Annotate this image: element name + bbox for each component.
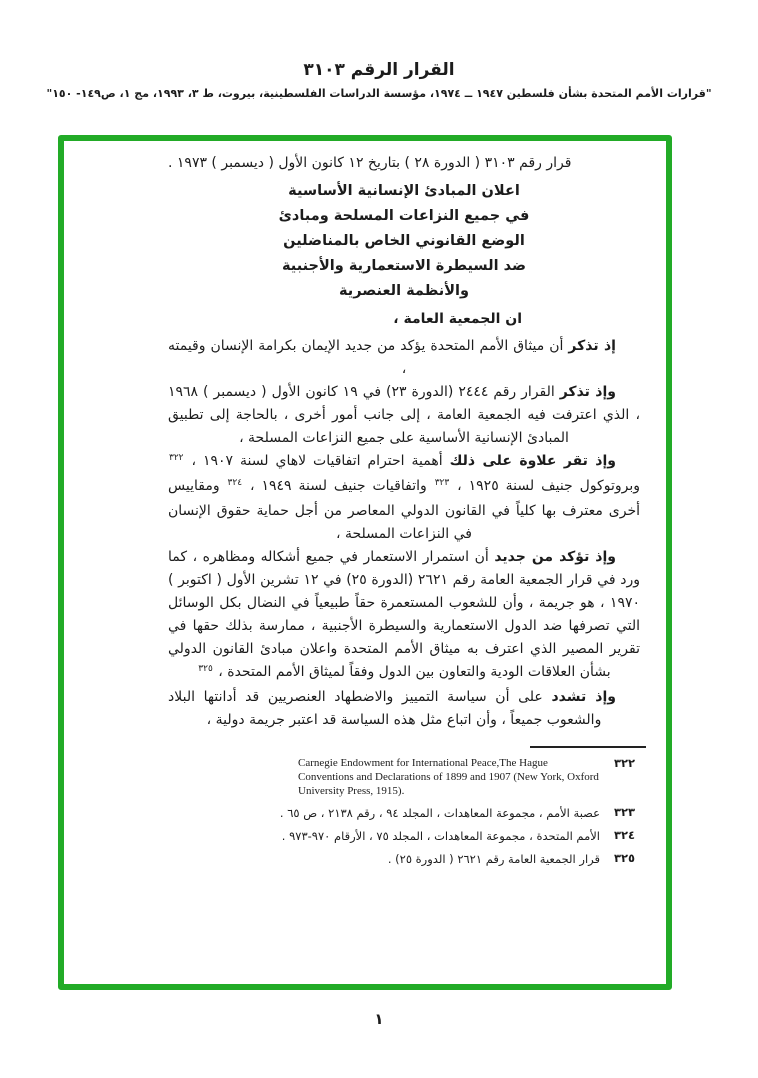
- page-header: [29, 60, 729, 100]
- footnote-row: [168, 805, 640, 821]
- footnote-text: قرار الجمعية العامة رقم ٢٦٢١ ( الدورة ٢٥) .: [387, 852, 600, 866]
- paragraph-text: القرار رقم ٢٤٤٤ (الدورة ٢٣) في ١٩ كانون الأول ( ديسمبر ) ١٩٦٨ ، الذي اعترفت فيه الجمعية العامة ، إلى جانب أمور أخرى ، بالحاجة إلى تطبيق المبادئ الإنسانية الأساسية على جميع النزاعات المسلحة ،: [168, 384, 640, 446]
- footnote-reference: ٣٢٥: [198, 664, 213, 674]
- footnote-number: ٣٢٤: [614, 828, 636, 842]
- footnote-number: ٣٢٣: [614, 805, 636, 819]
- preamble-paragraph: [168, 335, 640, 381]
- paragraph-text: وبروتوكول جنيف لسنة ١٩٢٥ ،: [450, 478, 640, 494]
- paragraph-lead: وإذ تؤكد من جديد: [494, 549, 616, 565]
- paragraph-lead: وإذ تشدد: [551, 689, 616, 705]
- paragraph-lead: إذ تذكر: [568, 338, 616, 354]
- resolution-title-line: الوضع القانوني الخاص بالمناضلين: [283, 233, 525, 249]
- footnote-row: [168, 756, 640, 798]
- paragraph-lead: وإذ تذكر: [559, 384, 616, 400]
- preamble-paragraph: [168, 546, 640, 686]
- preamble-paragraph: [168, 450, 640, 546]
- resolution-title-line: في جميع النزاعات المسلحة ومبادئ: [278, 208, 530, 224]
- footnote-reference: ٣٢٢: [169, 453, 184, 463]
- paragraph-text: أن استمرار الاستعمار في جميع أشكاله ومظاهره ، كما ورد في قرار الجمعية العامة رقم ٢٦٢١ (الدورة ٢٥) في ١٢ تشرين الأول ( اكتوبر ) ١٩٧٠ ، هو جريمة ، وأن للشعوب المستعمرة حقاً طبيعياً في النضال بكل الوسائل التي تصرفها ضد الدول الاستعمارية والسيطرة الأجنبية ، ممارسة بذلك حقها في تقرير المصير الذي اعترف به ميثاق الأمم المتحدة واعلان مبادئ القانون الدولي بشأن العلاقات الودية والتعاون بين الدول وفقاً لميثاق الأمم المتحدة ،: [168, 549, 640, 680]
- source-citation: "قرارات الأمم المتحدة بشأن فلسطين ١٩٤٧ ــ ١٩٧٤، مؤسسة الدراسات الفلسطينية، بيروت، ط ٣، ١٩٩٣، مج ١، ص١٤٩- ١٥٠": [46, 87, 712, 100]
- resolution-intro-line: قرار رقم ٣١٠٣ ( الدورة ٢٨ ) بتاريخ ١٢ كانون الأول ( ديسمبر ) ١٩٧٣ .: [168, 155, 572, 171]
- resolution-number-title: القرار الرقم ٣١٠٣: [303, 60, 455, 80]
- footnote-row: [168, 851, 640, 867]
- preamble-paragraph: [168, 381, 640, 450]
- paragraph-text: أهمية احترام اتفاقيات لاهاي لسنة ١٩٠٧ ،: [184, 453, 450, 469]
- footnote-number: ٣٢٥: [614, 851, 636, 865]
- footnote-reference: ٣٢٤: [227, 478, 243, 488]
- assembly-line: ان الجمعية العامة ،: [393, 311, 522, 327]
- resolution-frame: [58, 135, 672, 990]
- footnote-number: ٣٢٢: [614, 756, 636, 770]
- page-number: ١: [374, 1010, 384, 1028]
- resolution-title-line: والأنظمة العنصرية: [339, 283, 469, 299]
- footnote-text: عصبة الأمم ، مجموعة المعاهدات ، المجلد ٩٤ ، رقم ٢١٣٨ ، ص ٦٥ .: [279, 806, 600, 820]
- preamble-paragraph: [168, 686, 640, 732]
- paragraph-lead: وإذ تقر علاوة على ذلك: [449, 453, 616, 469]
- footnote-divider: [530, 746, 646, 748]
- footnote-reference: ٣٢٣: [434, 478, 450, 488]
- paragraph-text: أن ميثاق الأمم المتحدة يؤكد من جديد الإيمان بكرامة الإنسان وقيمته ،: [168, 338, 569, 377]
- footnote-row: [168, 828, 640, 844]
- preamble-paragraphs: [168, 335, 640, 732]
- paragraph-text: ومقاييس أخرى معترف بها كلياً في القانون الدولي المعاصر من أجل حماية حقوق الإنسان في النزاعات المسلحة ،: [168, 478, 640, 542]
- resolution-title-block: [168, 179, 640, 304]
- footnotes-block: [168, 756, 640, 867]
- resolution-title-line: ضد السيطرة الاستعمارية والأجنبية: [282, 258, 526, 274]
- footnote-text: الأمم المتحدة ، مجموعة المعاهدات ، المجلد ٧٥ ، الأرقام ٩٧٠-٩٧٣ .: [281, 829, 600, 843]
- paragraph-text: واتفاقيات جنيف لسنة ١٩٤٩ ،: [243, 478, 434, 494]
- resolution-title-line: اعلان المبادئ الإنسانية الأساسية: [288, 183, 520, 199]
- footnote-text: Carnegie Endowment for International Peace,The Hague Conventions and Declarations of 1899 and 1907 (New York, Oxford University Press, 1915).: [298, 757, 599, 797]
- paragraph-text: على أن سياسة التمييز والاضطهاد العنصريين قد أدانتها البلاد والشعوب جميعاً ، وأن اتباع مثل هذه السياسة قد اعتبر جريمة دولية ،: [168, 689, 602, 728]
